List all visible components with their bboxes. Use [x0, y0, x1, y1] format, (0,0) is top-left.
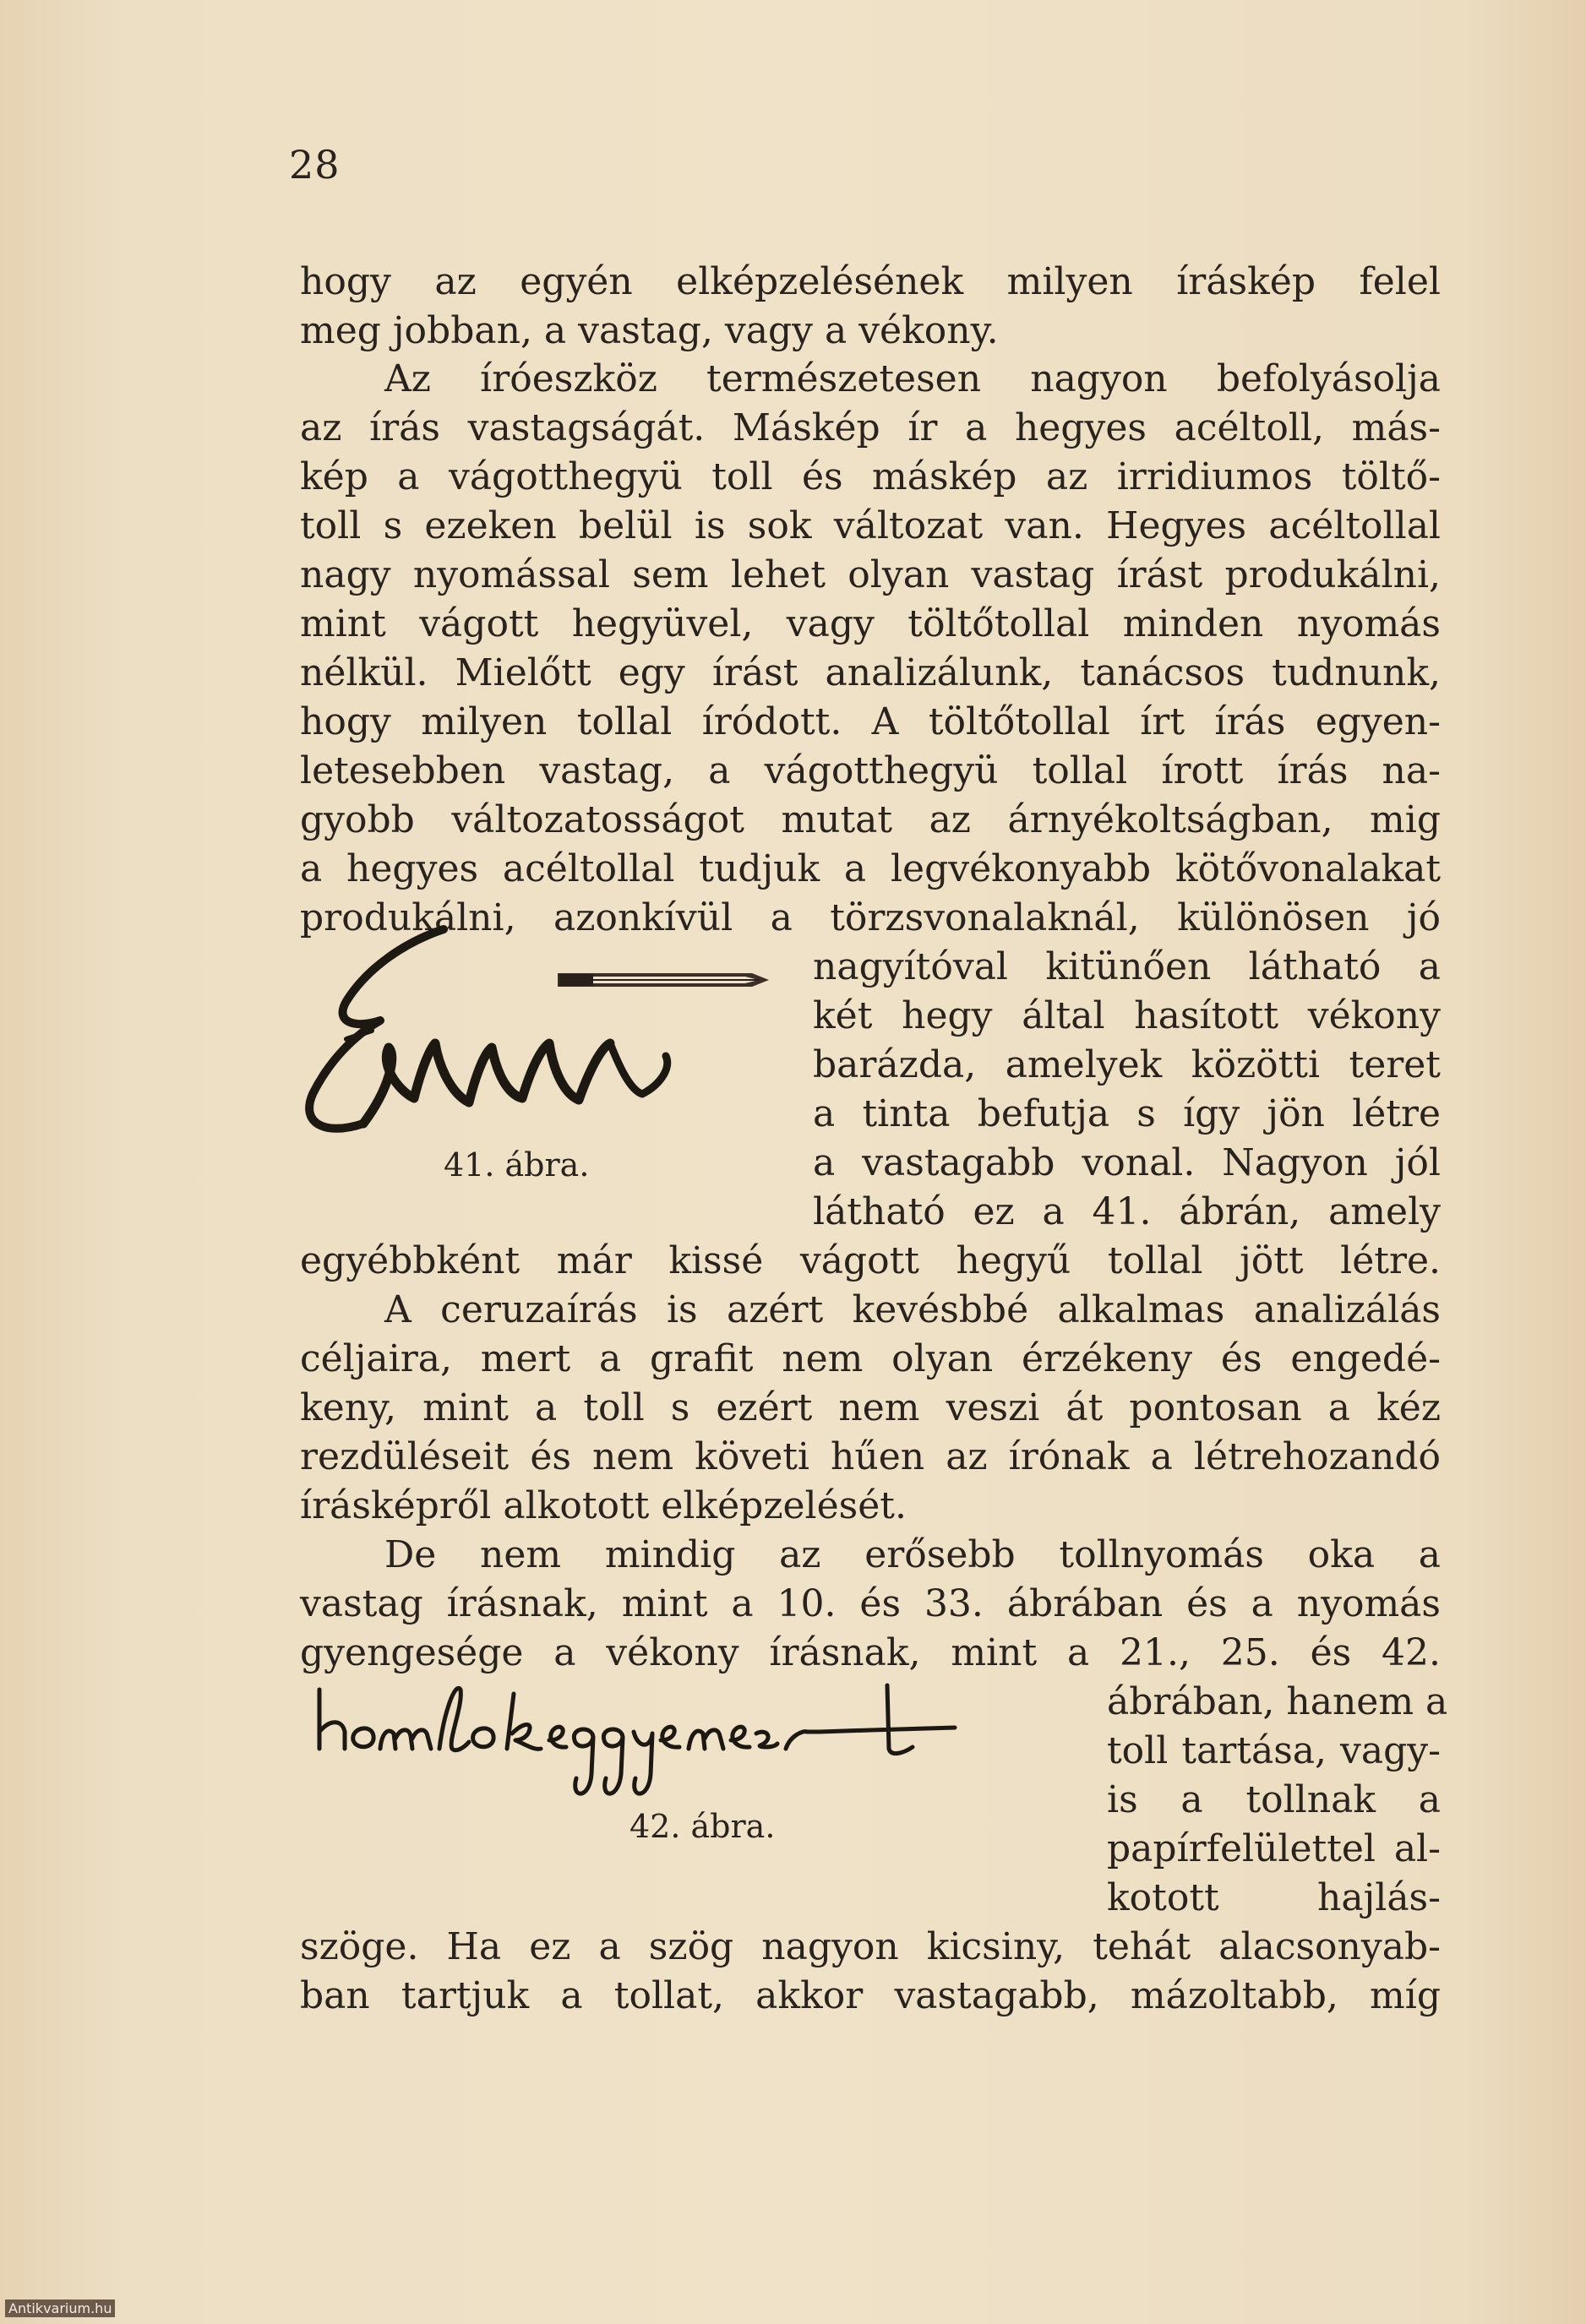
text-line: keny, mint a toll s ezért nem veszi át pontosan a kéz [300, 1386, 1441, 1429]
text-line: toll s ezeken belül is sok változat van. Hegyes acéltollal [300, 504, 1441, 547]
text-line: kotott hajlás- [1107, 1876, 1441, 1919]
text-line: is a tollnak a [1107, 1778, 1441, 1821]
text-line: mint vágott hegyüvel, vagy töltőtollal minden nyomás [300, 602, 1441, 645]
watermark: Antikvarium.hu [5, 2300, 115, 2317]
text-line: meg jobban, a vastag, vagy a vékony. [300, 309, 999, 352]
handwriting-emu-icon [309, 929, 668, 1129]
text-line: Az íróeszköz természetesen nagyon befolyásolja [384, 357, 1441, 400]
figure-41-handwriting [296, 921, 786, 1166]
text-line: rezdüléseit és nem követi hűen az írónak a létrehozandó [300, 1435, 1441, 1478]
text-line: két hegy által hasított vékony [813, 994, 1441, 1037]
page-number: 28 [289, 142, 341, 188]
text-line: ábrában, hanem a [1107, 1680, 1448, 1723]
text-line: nagy nyomással sem lehet olyan vastag írást produkálni, [300, 553, 1441, 596]
figure-42-caption: 42. ábra. [629, 1808, 776, 1845]
text-line: De nem mindig az erősebb tollnyomás oka a [384, 1533, 1441, 1576]
text-line: A ceruzaírás is azért kevésbbé alkalmas analizálás [384, 1288, 1441, 1331]
text-line: produkálni, azonkívül a törzsvonalaknál, különösen jó [300, 896, 1441, 939]
text-line: az írás vastagságát. Máskép ír a hegyes acéltoll, más- [300, 406, 1441, 449]
text-line: ban tartjuk a tollat, akkor vastagabb, mázoltabb, míg [300, 1974, 1441, 2017]
text-line: látható ez a 41. ábrán, amely [813, 1190, 1441, 1233]
text-line: toll tartása, vagy- [1107, 1729, 1441, 1772]
text-line: gyobb változatosságot mutat az árnyékoltságban, mig [300, 798, 1441, 841]
pen-nib-icon [558, 973, 769, 987]
text-line: céljaira, mert a grafit nem olyan érzékeny és engedé- [300, 1337, 1441, 1380]
text-line: nagyítóval kitünően látható a [813, 945, 1441, 988]
text-line: a hegyes acéltollal tudjuk a legvékonyabb kötővonalakat [300, 847, 1441, 890]
text-line: a tinta befutja s így jön létre [813, 1092, 1441, 1135]
figure-41-caption: 41. ábra. [444, 1146, 590, 1184]
text-line: barázda, amelyek közötti teret [813, 1043, 1441, 1086]
text-line: gyengesége a vékony írásnak, mint a 21., 25. és 42. [300, 1631, 1441, 1674]
text-line: papírfelülettel al- [1107, 1827, 1441, 1870]
text-line: vastag írásnak, mint a 10. és 33. ábrában és a nyomás [300, 1582, 1441, 1625]
text-line: kép a vágotthegyü toll és máskép az irridiumos töltő- [300, 455, 1441, 498]
text-line: egyébbként már kissé vágott hegyű tollal jött létre. [300, 1239, 1441, 1282]
text-line: letesebben vastag, a vágotthegyü tollal írott írás na- [300, 749, 1441, 792]
handwriting-homlokegyenest-icon [319, 1685, 955, 1793]
text-line: nélkül. Mielőtt egy írást analizálunk, tanácsos tudnunk, [300, 651, 1441, 694]
text-line: írásképről alkotott elképzelését. [300, 1484, 907, 1527]
text-line: a vastagabb vonal. Nagyon jól [813, 1141, 1441, 1184]
text-line: hogy az egyén elképzelésének milyen íráskép felel [300, 260, 1441, 303]
text-line: hogy milyen tollal íródott. A töltőtollal írt írás egyen- [300, 700, 1441, 743]
text-line: szöge. Ha ez a szög nagyon kicsiny, tehát alacsonyab- [300, 1925, 1441, 1968]
